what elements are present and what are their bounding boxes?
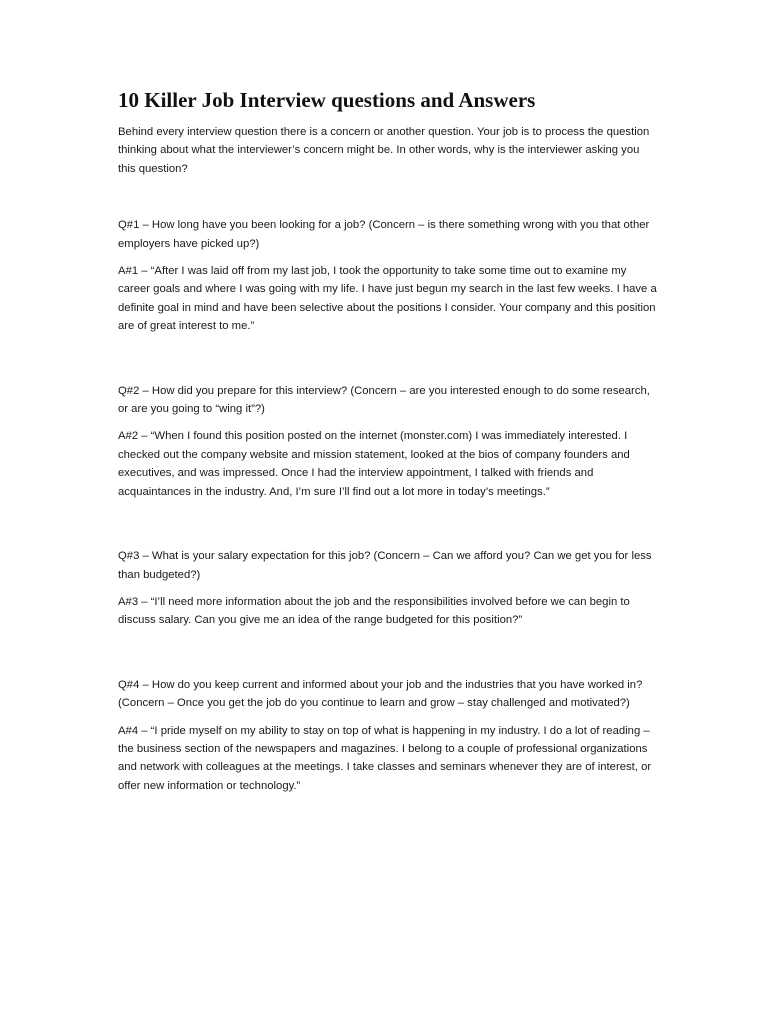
intro-paragraph: Behind every interview question there is a concern or another question. Your job is to process the question thinking about what the interviewer’s concern might be. In other words, why is the interviewer asking you this question?: [118, 126, 650, 175]
answer-3: A#3 – “I’ll need more information about the job and the responsibilities involved before we can begin to discuss salary. Can you give me an idea of the range budgeted for this position?”: [118, 595, 630, 627]
answer-4: A#4 – “I pride myself on my ability to stay on top of what is happening in my industry. I do a lot of reading – the business section of the newspapers and magazines. I belong to a couple of professional organizations and network with colleagues at the meetings. I take classes and seminars whenever they are of interest, or offer new information or technology.”: [118, 724, 652, 792]
document-title: 10 Killer Job Interview questions and Answers: [118, 88, 536, 112]
answer-1: A#1 – “After I was laid off from my last job, I took the opportunity to take some time out to examine my career goals and where I was going with my life. I have just begun my search in the last few weeks. I have a definite goal in mind and have been selective about the positions I consider. Your company and this position are of great interest to me.”: [118, 265, 657, 333]
qa-item-2: [118, 382, 658, 501]
question-1: Q#1 – How long have you been looking for a job? (Concern – is there something wrong with you that other employers have picked up?): [118, 219, 650, 250]
qa-item-1: [118, 216, 658, 335]
qa-item-4: [118, 676, 658, 795]
qa-item-3: [118, 547, 658, 630]
question-4: Q#4 – How do you keep current and informed about your job and the industries that you have worked in? (Concern – Once you get the job do you continue to learn and grow – stay challenged and motivated?): [118, 678, 643, 710]
document-body: [118, 86, 658, 795]
question-3: Q#3 – What is your salary expectation for this job? (Concern – Can we afford you? Can we get you for less than budgeted?): [118, 550, 652, 581]
answer-2: A#2 – “When I found this position posted on the internet (monster.com) I was immediately interested. I checked out the company website and mission statement, looked at the bios of company founders and executives, and was impressed. Once I had the interview appointment, I talked with friends and acquaintances in the industry. And, I’m sure I’ll find out a lot more in today’s meetings.”: [118, 430, 630, 498]
question-2: Q#2 – How did you prepare for this interview? (Concern – are you interested enough to do some research, or are you going to “wing it”?): [118, 384, 650, 416]
